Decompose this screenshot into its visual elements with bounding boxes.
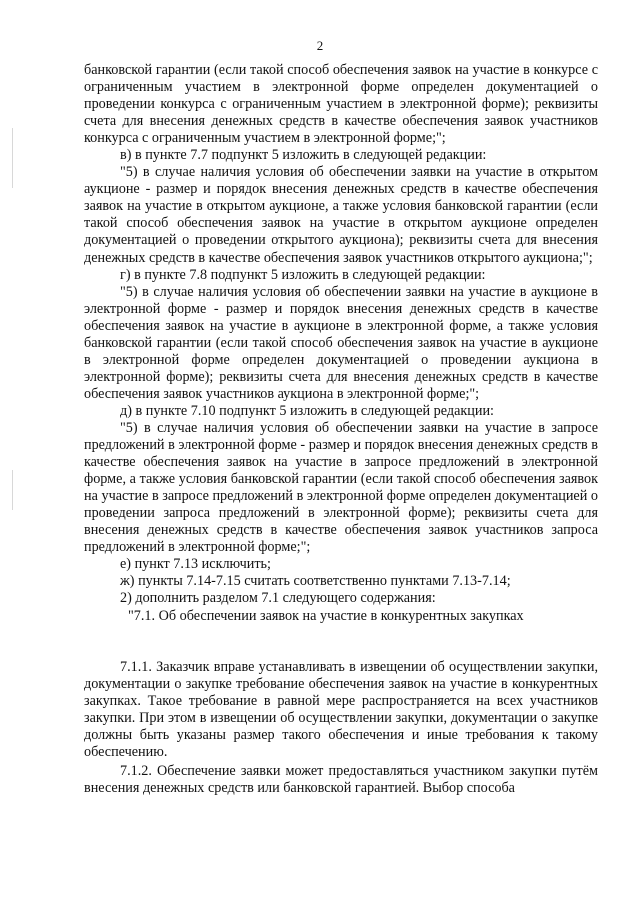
paragraph: е) пункт 7.13 исключить; [120, 556, 271, 573]
document-body [84, 62, 598, 797]
paragraph: банковской гарантии (если такой способ обеспечения заявок на участие в конкурсе с ограниченным участием в электронной форме определен документацией о проведении конкурса с ограниченным участием в электронной форме); реквизиты счета для внесения денежных средств в качестве обеспечения заявок участников конкурса с ограниченным участием в электронной форме;"; [84, 62, 598, 147]
scan-margin-mark [12, 128, 13, 188]
paragraph: "5) в случае наличия условия об обеспечении заявки на участие в открытом аукционе - размер и порядок внесения денежных средств в качестве обеспечения заявок на участие в открытом аукционе, а также условия банковской гарантии (если такой способ обеспечения заявок на участие в открытом аукционе определен документацией о проведении открытого аукциона); реквизиты счета для внесения денежных средств в качестве обеспечения заявок участников открытого аукциона;"; [84, 164, 598, 266]
page-number: 2 [316, 38, 324, 53]
paragraph: 7.1.1. Заказчик вправе устанавливать в извещении об осуществлении закупки, документации о закупке требование обеспечения заявок на участие в конкурентных закупках. Такое требование в равной мере распространяется на всех участников закупки. При этом в извещении об осуществлении закупки, документации о закупке должны быть указаны размер такого обеспечения и иные требования к такому обеспечению. [84, 658, 598, 760]
section-heading: "7.1. Об обеспечении заявок на участие в конкурентных закупках [128, 607, 524, 624]
paragraph: г) в пункте 7.8 подпункт 5 изложить в следующей редакции: [120, 266, 486, 283]
paragraph: в) в пункте 7.7 подпункт 5 изложить в следующей редакции: [120, 147, 487, 164]
paragraph: ж) пункты 7.14-7.15 считать соответственно пунктами 7.13-7.14; [120, 573, 511, 590]
paragraph: "5) в случае наличия условия об обеспечении заявки на участие в аукционе в электронной форме - размер и порядок внесения денежных средств в качестве обеспечения заявок на участие в аукционе в электронной форме, а также условия банковской гарантии (если такой способ обеспечения заявок на участие в аукционе в электронной форме определен документацией о проведении аукциона в электронной форме); реквизиты счета для внесения денежных средств в качестве обеспечения заявок участников аукциона в электронной форме;"; [84, 283, 598, 402]
paragraph: д) в пункте 7.10 подпункт 5 изложить в следующей редакции: [120, 402, 494, 419]
paragraph: "5) в случае наличия условия об обеспечении заявки на участие в запросе предложений в электронной форме - размер и порядок внесения денежных средств в качестве обеспечения заявок на участие в запросе предложений в электронной форме, а также условия банковской гарантии (если такой способ обеспечения заявок на участие в запросе предложений в электронной форме определен документацией о проведении запроса предложений в электронной форме); реквизиты счета для внесения денежных средств в качестве обеспечения заявок участников запроса предложений в электронной форме;"; [84, 419, 598, 556]
paragraph: 2) дополнить разделом 7.1 следующего содержания: [120, 590, 436, 607]
paragraph: 7.1.2. Обеспечение заявки может предоставляться участником закупки путём внесения денежных средств или банковской гарантией. Выбор способа [84, 762, 598, 796]
scan-margin-mark [12, 470, 13, 510]
